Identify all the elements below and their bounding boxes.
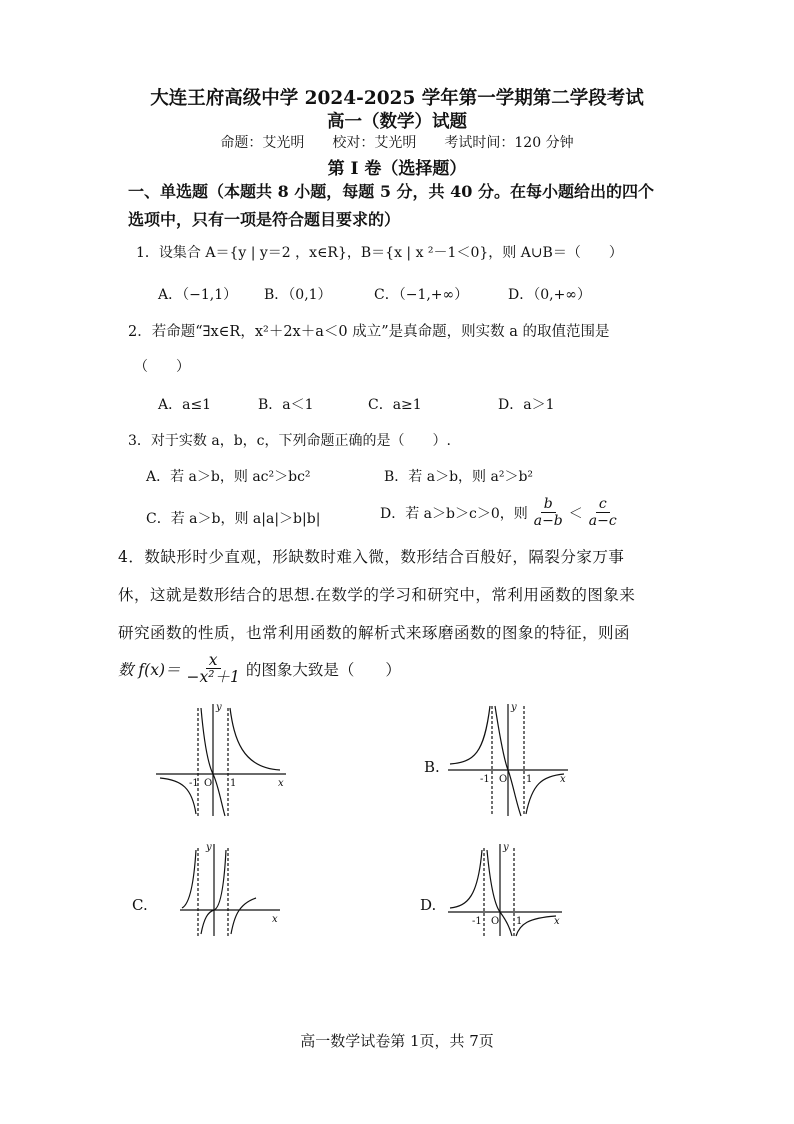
graph-b-neg1-label: -1 (480, 774, 490, 785)
q3-frac2-den: a−c (588, 513, 617, 529)
q3-frac2-num: c (596, 496, 610, 513)
graph-b-origin-label: O (499, 774, 508, 785)
graph-c-label: C. (132, 896, 148, 914)
q3-fraction-1 (531, 496, 566, 529)
section-heading: 一、单选题（本题共 8 小题，每题 5 分，共 40 分。在每小题给出的四个选项中，只有一项是符合题目要求的） (128, 182, 654, 229)
graph-d (444, 838, 568, 940)
graph-b-label: B. (424, 758, 440, 776)
q3-option-b: B．若 a＞b，则 a²＞b² (384, 469, 534, 485)
graph-d-neg1-label: -1 (472, 916, 482, 927)
exam-subtitle: 高一（数学）试题 (327, 112, 467, 132)
q4-line-4-suffix: 的图象大致是（ ） (245, 660, 401, 679)
graph-d-y-label: y (503, 842, 509, 853)
graph-c-x-label: x (272, 914, 278, 925)
q3-option-d-relation: ＜ (568, 505, 583, 522)
graph-b-y-label: y (511, 702, 517, 713)
q4-line-3: 研究函数的性质，也常利用函数的解析式来琢磨函数的图象的特征，则函 (118, 624, 631, 642)
q3-fraction-2 (586, 496, 620, 529)
graph-c (176, 838, 286, 940)
graph-b-curve-left (450, 706, 490, 764)
graph-c-y-label: y (206, 842, 212, 853)
q4-formula-line (118, 652, 401, 685)
q3-frac1-den: a−b (533, 513, 563, 529)
q1-option-b: B．（0,1） (264, 287, 332, 303)
graph-a (152, 698, 292, 820)
q3-option-a: A．若 a＞b，则 ac²＞bc² (146, 469, 311, 485)
page-footer: 高一数学试卷第 1页，共 7页 (300, 1032, 494, 1050)
question-2-paren: （ ） (134, 359, 190, 375)
exam-meta: 命题：艾光明 校对：艾光明 考试时间：120 分钟 (220, 135, 574, 151)
q2-option-c: C．a≥1 (368, 397, 422, 413)
q3-option-c: C．若 a＞b，则 a|a|＞b|b| (146, 511, 321, 527)
q2-option-b: B．a＜1 (258, 397, 314, 413)
question-3-stem: 3．对于实数 a，b，c，下列命题正确的是（ ）. (128, 433, 451, 449)
graph-b-one-label: 1 (526, 774, 533, 785)
graph-b-x-label: x (560, 774, 566, 785)
q3-option-d (380, 496, 623, 529)
graph-a-y-label: y (216, 702, 222, 713)
graph-b (444, 698, 574, 820)
question-2-stem: 2．若命题“∃x∈R，x²＋2x＋a＜0 成立”是真命题，则实数 a 的取值范围是 (128, 324, 610, 340)
graph-a-one-label: 1 (230, 778, 237, 789)
graph-a-x-label: x (278, 778, 284, 789)
q1-option-a: A．（−1,1） (158, 287, 238, 303)
graph-d-origin-label: O (491, 916, 500, 927)
volume-heading: 第 I 卷（选择题） (327, 159, 467, 179)
graph-d-label: D. (420, 896, 437, 914)
q3-option-d-prefix: D．若 a＞b＞c＞0，则 (380, 505, 528, 522)
exam-title: 大连王府高级中学 2024-2025 学年第一学期第二学段考试 (150, 88, 644, 109)
q3-frac1-num: b (541, 496, 556, 513)
q2-option-a: A．a≤1 (158, 397, 212, 413)
question-1-stem: 1．设集合 A＝{y | y＝2 ，x∈R}，B＝{x | x ²－1＜0}，则 A∪B＝（ ） (136, 245, 623, 261)
q4-line-2: 休，这就是数形结合的思想.在数学的学习和研究中，常利用函数的图象来 (118, 586, 636, 604)
graph-a-neg1-label: -1 (189, 778, 199, 789)
graph-a-origin-label: O (204, 778, 213, 789)
q1-option-d: D．（0,+∞） (508, 287, 591, 303)
graph-d-one-label: 1 (516, 916, 523, 927)
graph-c-curve-right (231, 898, 256, 934)
q1-option-c: C．（−1,+∞） (374, 287, 469, 303)
q4-fraction (184, 652, 243, 685)
graph-c-curve-left (182, 850, 196, 908)
q4-frac-num: x (206, 652, 221, 669)
q4-line-1: 4．数缺形时少直观，形缺数时难入微，数形结合百般好，隔裂分家万事 (118, 548, 625, 566)
graph-d-curve-left (450, 850, 482, 908)
question-4-text (118, 538, 663, 652)
q4-line-4-prefix: 数 f(x)＝ (118, 660, 181, 679)
q4-frac-den: −x²＋1 (186, 668, 240, 686)
q2-option-d: D．a＞1 (498, 397, 555, 413)
graph-a-curve-right (230, 708, 280, 770)
graph-d-x-label: x (554, 916, 560, 927)
